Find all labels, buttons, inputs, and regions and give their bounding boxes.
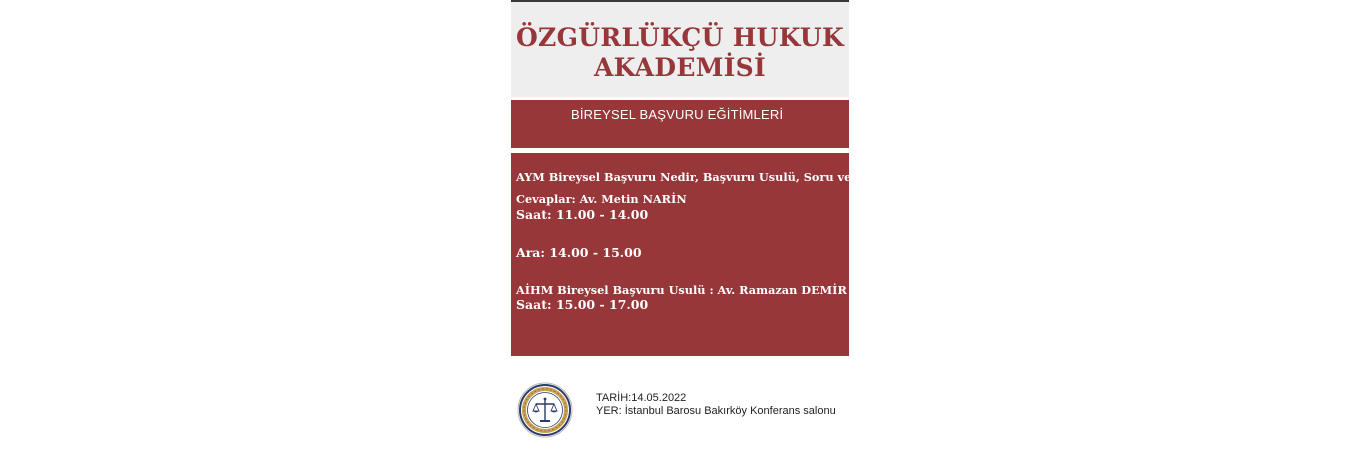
academy-title-line2: AKADEMİSİ: [593, 52, 767, 82]
title-panel: [511, 2, 849, 97]
subtitle-panel: [511, 100, 849, 148]
break-time: Ara: 14.00 - 15.00: [516, 245, 642, 260]
scales-of-justice-seal-icon: [517, 382, 573, 438]
session1-time: Saat: 11.00 - 14.00: [516, 207, 649, 222]
academy-title-line1: ÖZGÜRLÜKÇÜ HUKUK: [515, 22, 845, 52]
program-panel: [511, 153, 852, 356]
academy-title: [516, 17, 844, 83]
event-poster: [511, 0, 852, 450]
session2-title: AİHM Bireysel Başvuru Usulü : Av. Ramazan DEMİR: [516, 283, 847, 297]
event-location: YER: İstanbul Barosu Bakırköy Konferans salonu: [596, 405, 836, 417]
session1-title-line1: AYM Bireysel Başvuru Nedir, Başvuru Usulü, Soru ve: [516, 170, 852, 184]
session1-title-line2: Cevaplar: Av. Metin NARİN: [516, 192, 687, 206]
training-subtitle: BİREYSEL BAŞVURU EĞİTİMLERİ: [571, 107, 784, 122]
session2-time: Saat: 15.00 - 17.00: [516, 297, 649, 312]
event-date: TARİH:14.05.2022: [596, 392, 687, 404]
